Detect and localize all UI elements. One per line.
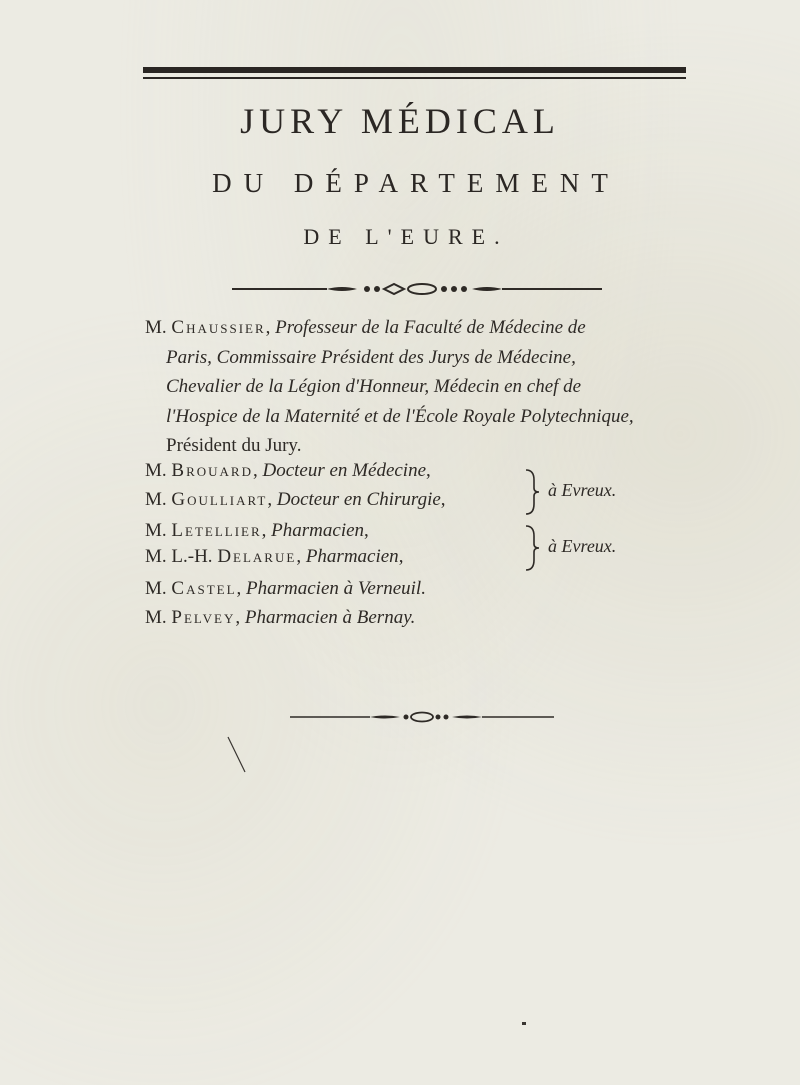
president-entry: M. Chaussier, Professeur de la Faculté de Médecine de Paris, Commissaire Président des Jurys de Médecine, Chevalier de la Légion d'Honneur, Médecin en chef de l'Hospice de la Maternité et de l'École Royale Polytechnique, Président du Jury. [145,313,705,461]
group-place-2: à Evreux. [548,536,617,556]
member-role: Pharmacien à Bernay. [244,607,416,628]
member-role: Pharmacien [271,520,365,541]
page-title: JURY MÉDICAL [240,101,560,141]
member-entry: M. Goulliart, Docteur en Chirurgie, [145,489,446,510]
group-brace-2 [524,524,540,572]
member-name: Castel [171,578,237,599]
group-brace-1 [524,468,540,516]
member-name: Goulliart [171,489,268,510]
member-prefix: M. L.-H. [145,546,213,567]
member-name: Letellier [171,520,262,541]
president-title-line-5: Président du Jury. [166,435,302,456]
member-prefix: M. [145,520,167,541]
member-name: Delarue [217,546,297,567]
president-title-line-1: Professeur de la Faculté de Médecine de [275,317,586,338]
page-subtitle-2: DE L'EURE. [303,224,509,249]
president-title-line-2: Paris, Commissaire Président des Jurys de Médecine, [166,346,576,368]
member-role: Docteur en Médecine [262,460,427,481]
president-title-line-3: Chevalier de la Légion d'Honneur, Médecin en chef de [166,376,582,397]
member-name: Pelvey [171,607,236,628]
member-entry: M. Brouard, Docteur en Médecine, [145,460,431,481]
member-role: Pharmacien [305,546,399,567]
ornamental-divider-top [232,279,602,299]
president-name: Chaussier [171,317,266,338]
member-entry: M. Castel, Pharmacien à Verneuil. [145,578,426,599]
page-subtitle: DU DÉPARTEMENT [212,168,620,198]
member-prefix: M. [145,607,167,628]
stray-ink-dot [522,1022,526,1025]
member-role: Pharmacien à Verneuil. [246,578,426,599]
member-entry: M. Pelvey, Pharmacien à Bernay. [145,607,416,628]
president-title-line-4: l'Hospice de la Maternité et de l'École Royale Polytechnique, [166,405,634,427]
member-prefix: M. [145,460,167,481]
president-prefix: M. [145,317,167,338]
member-prefix: M. [145,578,167,599]
member-prefix: M. [145,489,167,510]
member-role: Docteur en Chirurgie [276,489,441,510]
stray-ink-mark [226,735,248,775]
member-name: Brouard [171,460,253,481]
member-entry: M. L.-H. Delarue, Pharmacien, [145,546,404,567]
top-rule-thin [143,77,686,79]
top-rule-thick [143,67,686,73]
group-place-1: à Evreux. [548,480,617,500]
member-entry: M. Letellier, Pharmacien, [145,520,369,541]
ornamental-divider-bottom [290,707,554,727]
top-double-rule [143,67,686,81]
